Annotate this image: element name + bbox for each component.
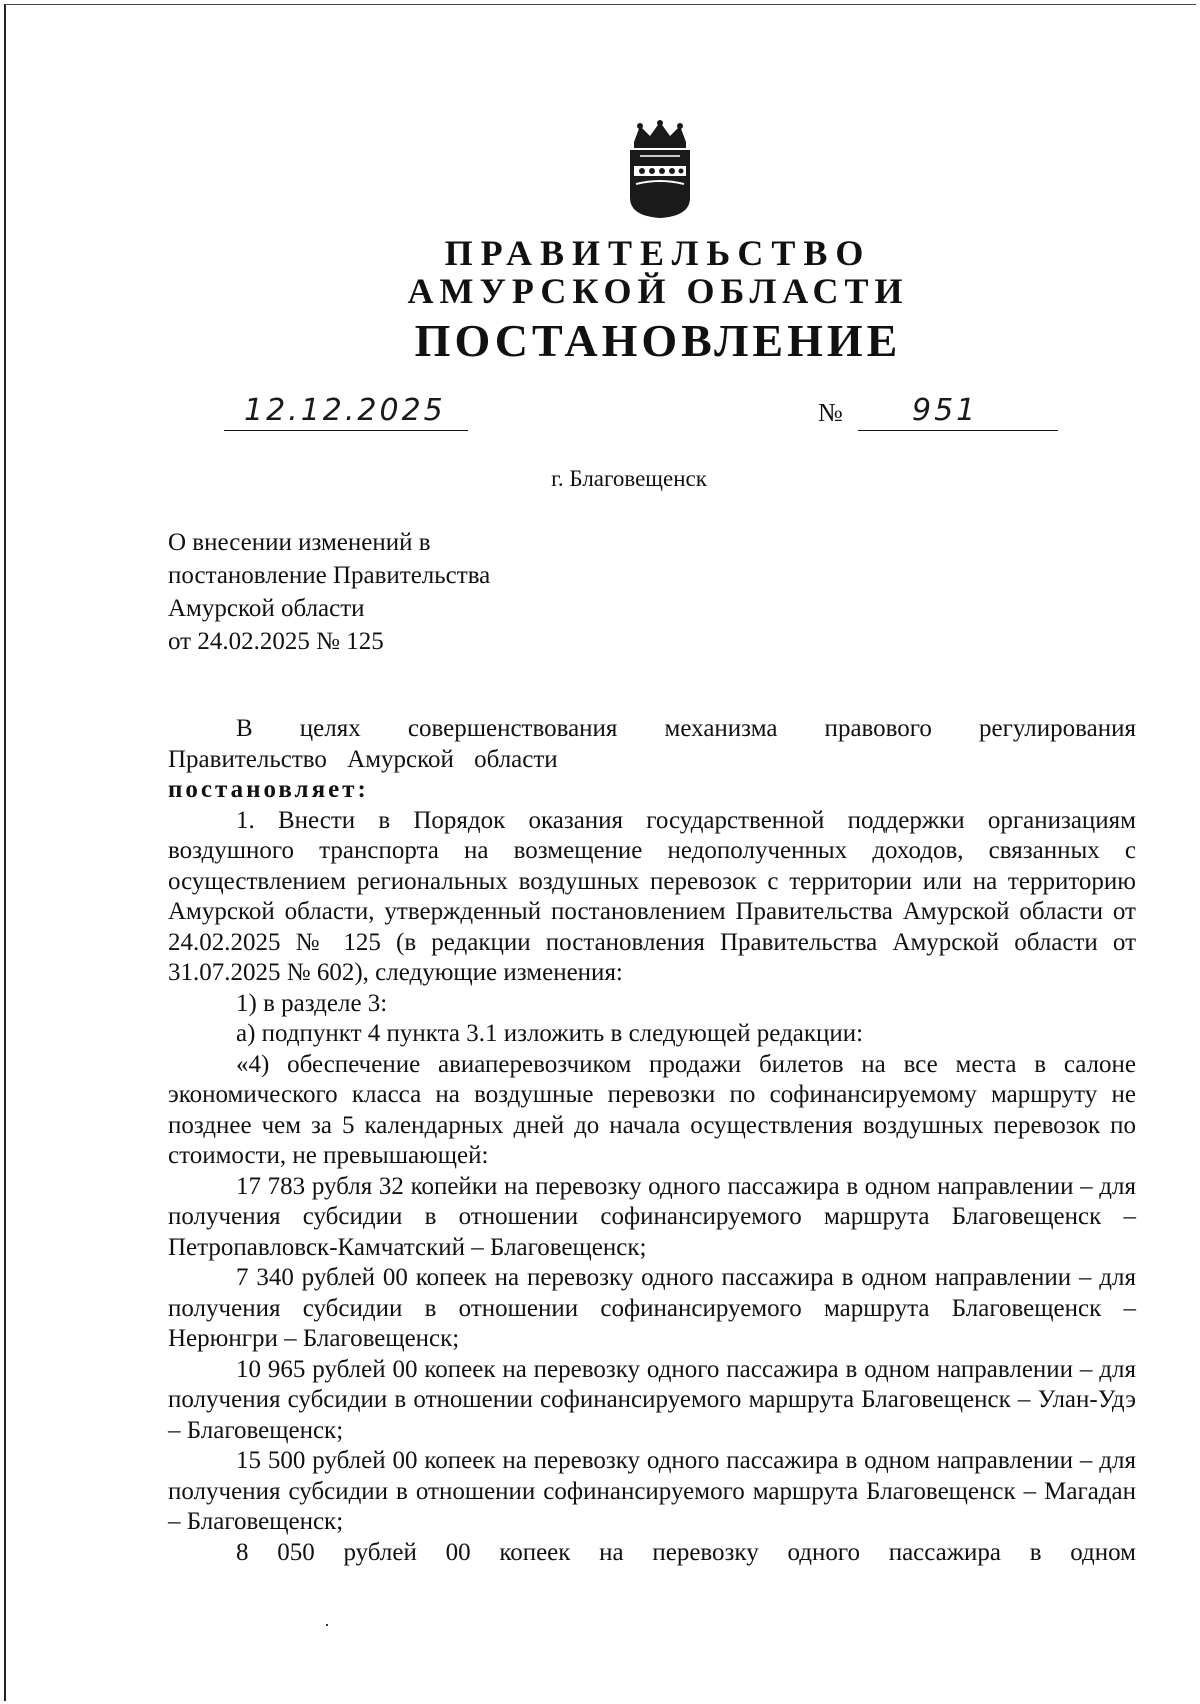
handwritten-date: 12.12.2025 (244, 393, 446, 428)
subitem-1a-paragraph: а) подпункт 4 пункта 3.1 изложить в следующей редакции: (236, 1020, 864, 1047)
coat-of-arms-icon (620, 120, 700, 220)
subject-line: постановление Правительства (168, 562, 491, 589)
number-label: № (818, 398, 843, 427)
subitem-1-paragraph: 1) в разделе 3: (236, 989, 388, 1017)
preamble-paragraph: В целях совершенствования механизма правового регулирования Правительство Амурской области (168, 715, 1136, 773)
fare-paragraph: 17 783 рубля 32 копейки на перевозку одного пассажира в одном направлении – для получения субсидии в отношении софинансируемого маршрута Благовещенск – Петропавловск-Камчатский – Благовещенск; (168, 1172, 1136, 1261)
organization-name-line2: АМУРСКОЙ ОБЛАСТИ (407, 271, 909, 311)
organization-name-line1: ПРАВИТЕЛЬСТВО (444, 233, 872, 273)
decree-word: постановляет: (168, 776, 369, 803)
item-1-paragraph: 1. Внести в Порядок оказания государственной поддержки организациям воздушного транспорта на возмещение недополученных доходов, связанных с осуществлением региональных воздушных перевозок с территории или на территорию Амурской области, утвержденный постановлением Правительства Амурской области от 24.02.2025 № 125 (в редакции постановления Правительства Амурской области от 31.07.2025 № 602), следующие изменения: (168, 806, 1136, 986)
subject-line: О внесении изменений в (168, 529, 431, 556)
date-field (224, 392, 468, 431)
document-type-title: ПОСТАНОВЛЕНИЕ (414, 315, 902, 366)
number-field (858, 392, 1058, 431)
fare-paragraph: 8 050 рублей 00 копеек на перевозку одного пассажира в одном (236, 1538, 1136, 1566)
quoted-subparagraph-4: «4) обеспечение авиаперевозчиком продажи билетов на все места в салоне экономического класса на воздушные перевозки по софинансируемому маршруту не позднее чем за 5 календарных дней до начала осуществления воздушных перевозок по стоимости, не превышающей: (168, 1050, 1136, 1169)
city-name: г. Благовещенск (551, 466, 707, 491)
fare-paragraph: 10 965 рублей 00 копеек на перевозку одного пассажира в одном направлении – для получения субсидии в отношении софинансируемого маршрута Благовещенск – Улан-Удэ – Благовещенск; (168, 1355, 1136, 1444)
subject-block (168, 526, 490, 658)
handwritten-number: 951 (912, 393, 979, 428)
document-body (168, 714, 1136, 1568)
fare-paragraph: 15 500 рублей 00 копеек на перевозку одного пассажира в одном направлении – для получения субсидии в отношении софинансируемого маршрута Благовещенск – Магадан – Благовещенск; (168, 1447, 1136, 1535)
fare-paragraph: 7 340 рублей 00 копеек на перевозку одного пассажира в одном направлении – для получения субсидии в отношении софинансируемого маршрута Благовещенск – Нерюнгри – Благовещенск; (168, 1264, 1136, 1352)
subject-line: Амурской области (168, 595, 365, 622)
subject-line: от 24.02.2025 № 125 (168, 628, 384, 655)
scan-artifact-dot (326, 1624, 328, 1626)
